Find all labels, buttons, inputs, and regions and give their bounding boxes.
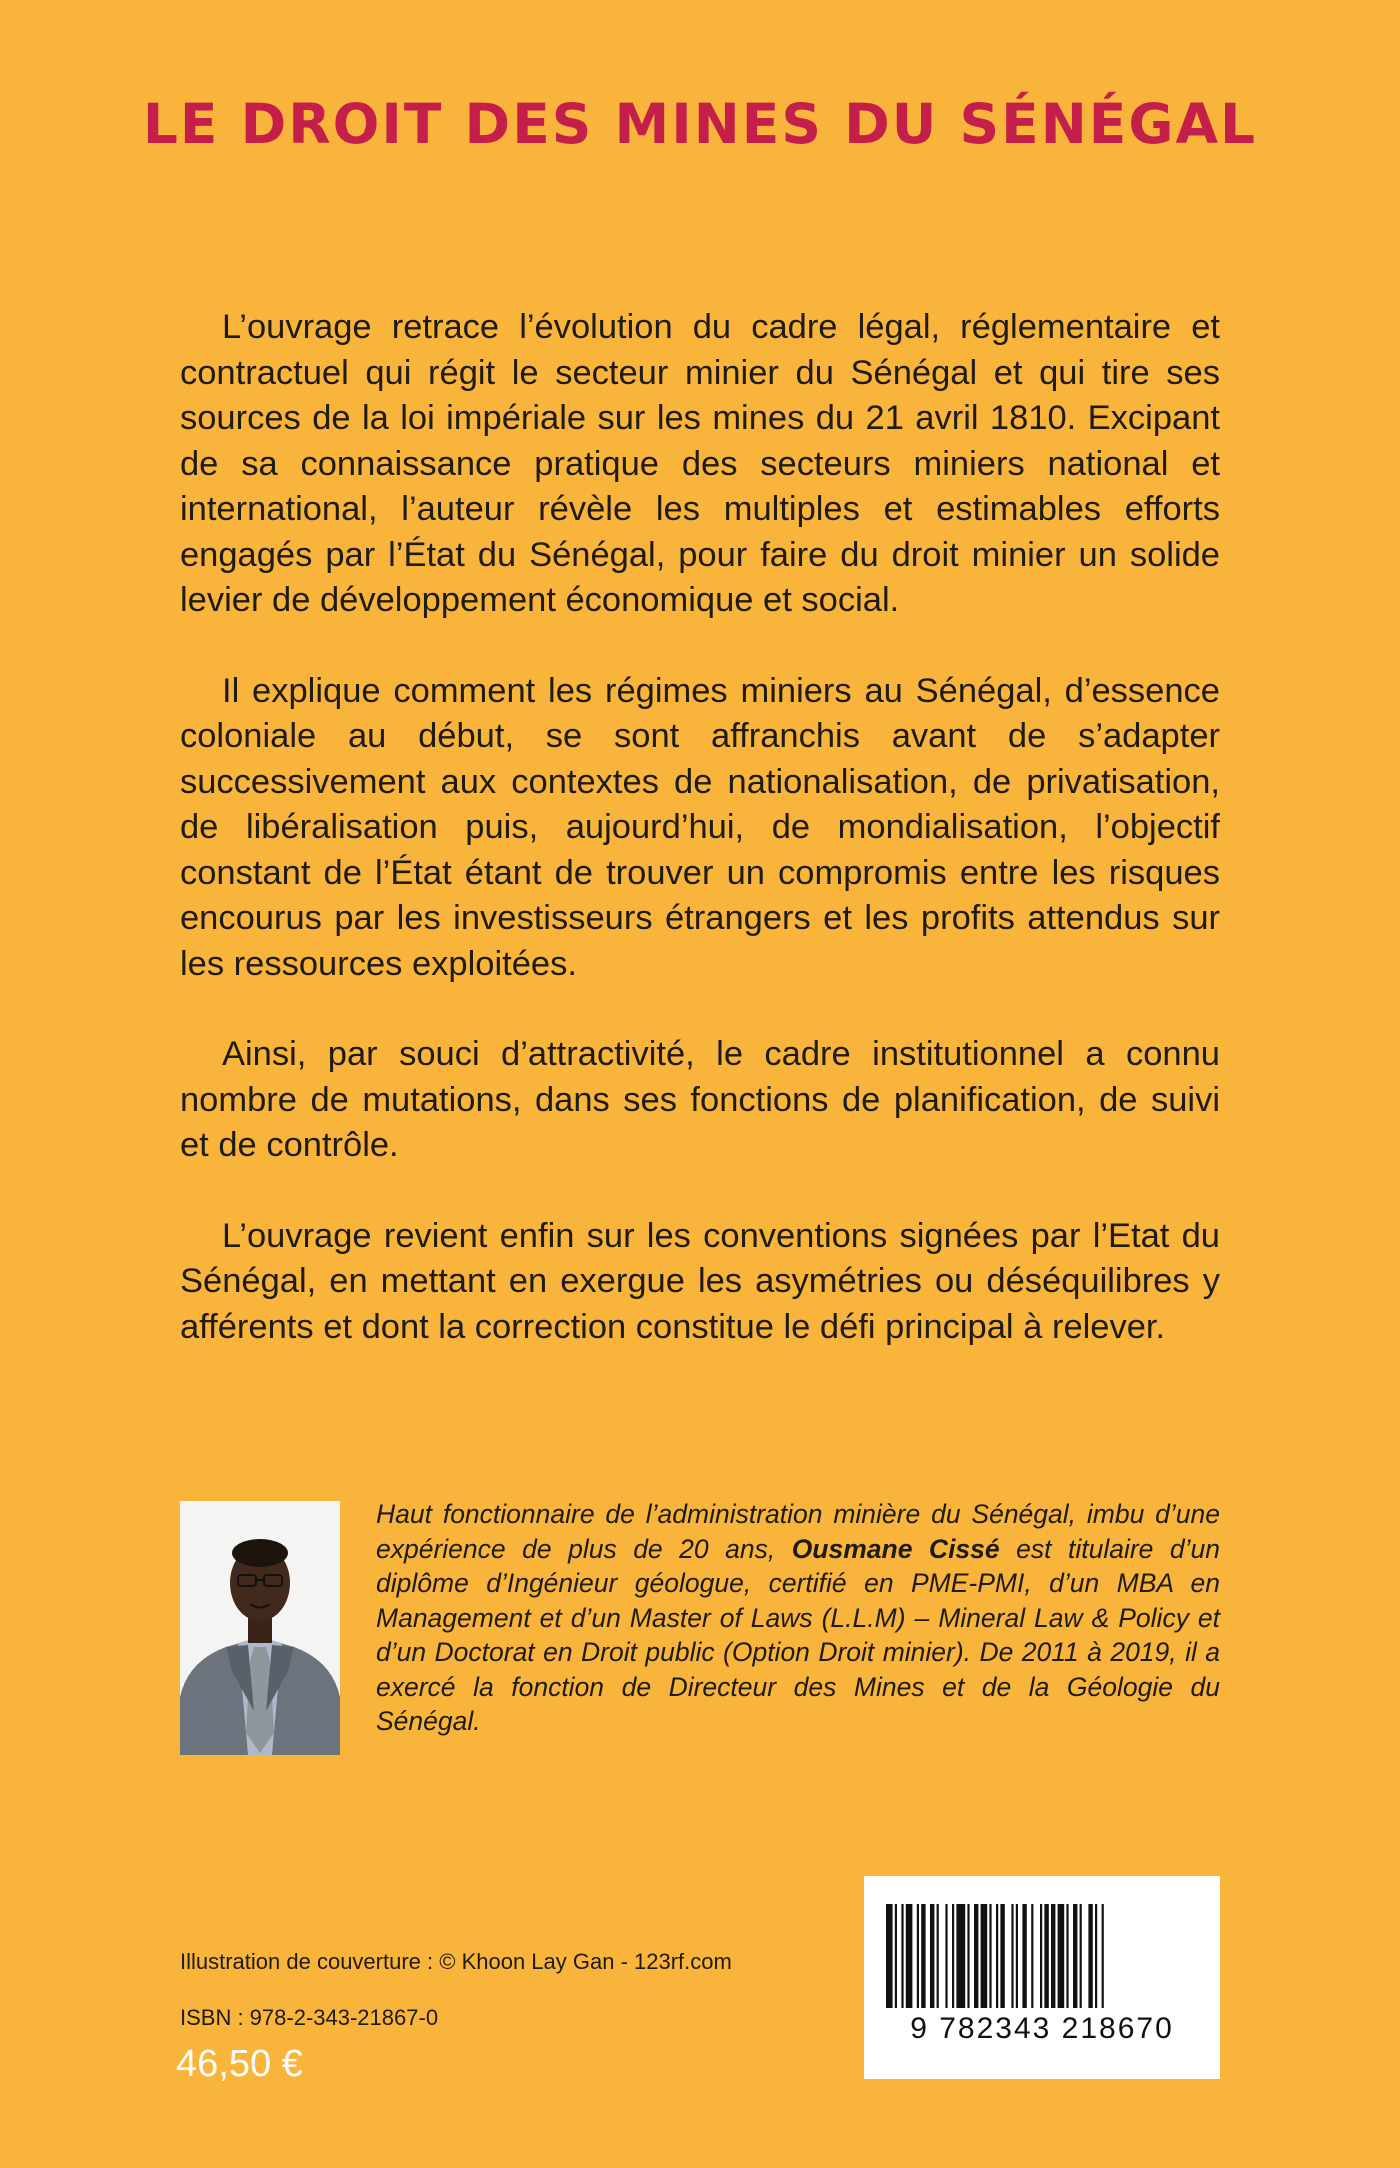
barcode-bar xyxy=(917,1904,919,2008)
barcode-bar xyxy=(974,1904,978,2008)
barcode-bar xyxy=(981,1904,988,2008)
barcode-bar xyxy=(906,1904,913,2008)
summary-paragraph-4: L’ouvrage revient enfin sur les conventions signées par l’Etat du Sénégal, en mettant en exergue les asymétries ou déséquilibres y afférents et dont la correction constitue le défi principal à relever. xyxy=(180,1216,1220,1346)
barcode-bar xyxy=(1088,1904,1092,2008)
barcode-bar xyxy=(1080,1904,1082,2008)
barcode-bar xyxy=(1040,1904,1042,2008)
summary-paragraph-1: L’ouvrage retrace l’évolution du cadre légal, réglementaire et contractuel qui régit le secteur minier du Sénégal et qui tire ses sources de la loi impériale sur les mines du 21 avril 1810. Excipant de sa connaissance pratique des secteurs miniers national et international, l’auteur révèle les multiples et estimables efforts engagés par l’État du Sénégal, pour faire du droit minier un solide levier de développement économique et social. xyxy=(180,308,1220,619)
barcode-bar xyxy=(956,1904,965,2008)
barcode-bar xyxy=(1066,1904,1068,2008)
barcode-bar xyxy=(886,1904,893,2008)
barcode-bar xyxy=(1051,1904,1055,2008)
barcode-bar xyxy=(1000,1904,1004,2008)
barcode-bar xyxy=(1031,1904,1033,2008)
barcode-bar xyxy=(945,1904,947,2008)
author-bio xyxy=(376,1497,1220,1739)
barcode-bar xyxy=(1102,1904,1104,2008)
barcode-bar xyxy=(1016,1904,1018,2008)
barcode-bar xyxy=(1022,1904,1026,2008)
barcode-bar xyxy=(996,1904,998,2008)
isbn: ISBN : 978-2-343-21867-0 xyxy=(180,2005,439,2030)
author-bio-intro: Haut fonctionnaire de l’administration minière du Sénégal, imbu d’une expérience de plus de 20 ans, xyxy=(376,1499,1220,1564)
back-cover-summary xyxy=(180,305,1220,1395)
author-name: Ousmane Cissé xyxy=(791,1533,1000,1564)
barcode-bar xyxy=(921,1904,925,2008)
barcode-bar xyxy=(1044,1904,1048,2008)
author-photo xyxy=(180,1501,340,1755)
barcode-bar xyxy=(967,1904,969,2008)
summary-paragraph-2: Il explique comment les régimes miniers au Sénégal, d’essence coloniale au début, se sont affranchis avant de s’adapter successivement aux contextes de nationalisation, de privatisation, de libéralisation puis, aujourd’hui, de mondialisation, l’objectif constant de l’État étant de trouver un compromis entre les risques encourus par les investisseurs étrangers et les profits attendus sur les ressources exploitées. xyxy=(180,671,1220,983)
barcode-bar xyxy=(1058,1904,1065,2008)
author-bio-details: est titulaire d’un diplôme d’Ingénieur géologue, certifié en PME-PMI, d’un MBA en Management et d’un Master of Laws (L.L.M) – Mineral Law & Policy et d’un Doctorat en Droit public (Option Droit minier). De 2011 à 2019, il a exercé la fonction de Directeur des Mines et de la Géologie du Sénégal. xyxy=(376,1533,1220,1736)
barcode-bars xyxy=(886,1904,1198,2008)
barcode-number: 9 782343 218670 xyxy=(910,2012,1174,2045)
barcode-bar xyxy=(901,1904,903,2008)
barcode xyxy=(864,1876,1220,2079)
author-portrait-icon xyxy=(180,1501,340,1755)
barcode-bar xyxy=(989,1904,991,2008)
summary-paragraph-3: Ainsi, par souci d’attractivité, le cadre institutionnel a connu nombre de mutations, dans ses fonctions de planification, de suivi et de contrôle. xyxy=(180,1035,1220,1164)
barcode-bar xyxy=(1011,1904,1013,2008)
barcode-bar xyxy=(1073,1904,1077,2008)
price: 46,50 € xyxy=(176,2043,303,2085)
barcode-bar xyxy=(952,1904,954,2008)
book-title: LE DROIT DES MINES DU SÉNÉGAL xyxy=(142,92,1258,156)
cover-illustration-credit: Illustration de couverture : © Khoon Lay Gan - 123rf.com xyxy=(180,1949,732,1974)
barcode-bar xyxy=(895,1904,897,2008)
barcode-bar xyxy=(1095,1904,1097,2008)
barcode-bar xyxy=(930,1904,934,2008)
barcode-bar xyxy=(937,1904,939,2008)
